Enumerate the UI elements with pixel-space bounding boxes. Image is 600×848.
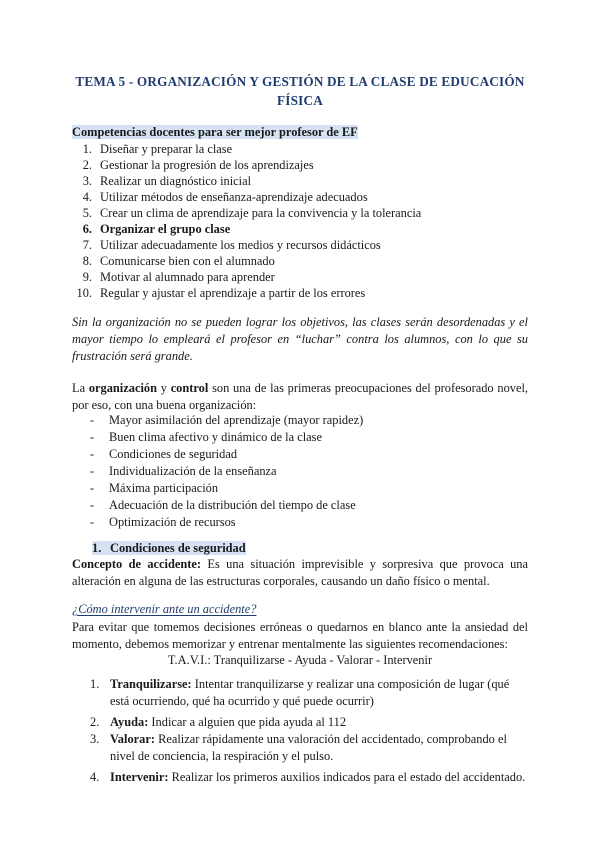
- item-text: Utilizar métodos de enseñanza-aprendizaje adecuados: [100, 190, 368, 204]
- item-text: Optimización de recursos: [109, 515, 236, 529]
- item-text: Mayor asimilación del aprendizaje (mayor rapidez): [109, 413, 364, 427]
- concept-label: Concepto de accidente:: [72, 557, 202, 571]
- title-line-2: FÍSICA: [277, 93, 323, 108]
- item-text: Buen clima afectivo y dinámico de la clase: [109, 430, 322, 444]
- step-text: Realizar rápidamente una valoración del accidentado, comprobando el nivel de conciencia, la respiración y el pulso.: [110, 732, 507, 763]
- page-title: [70, 72, 530, 110]
- item-number: 3.: [82, 174, 92, 188]
- accident-concept: [72, 556, 528, 590]
- item-number: 2.: [82, 158, 92, 172]
- item-number: 1.: [82, 142, 92, 156]
- list-item: [90, 714, 530, 731]
- section-1-heading-highlight: [92, 541, 246, 555]
- step-label: Intervenir:: [110, 770, 169, 784]
- item-text: Máxima participación: [109, 481, 219, 495]
- dash-bullet: -: [90, 430, 95, 444]
- text-run: La: [72, 381, 89, 395]
- step-number: 4.: [90, 770, 100, 784]
- italic-paragraph: Sin la organización no se pueden lograr los objetivos, las clases serán desordenadas y el mayor tiempo lo empleará el profesor en “luchar” contra los alumnos, con lo que su frustración será grande.: [72, 315, 528, 363]
- dash-bullet: -: [90, 413, 95, 427]
- tavi-steps-list: [90, 676, 530, 786]
- section-1-heading: [92, 540, 246, 557]
- avoid-paragraph: Para evitar que tomemos decisiones erróneas o quedarnos en blanco ante la ansiedad del momento, debemos memorizar y entrenar mentalmente las siguientes recomendaciones:: [72, 620, 528, 651]
- item-number: 4.: [82, 190, 92, 204]
- section-number: 1.: [92, 541, 102, 555]
- item-text: Motivar al alumnado para aprender: [100, 270, 275, 284]
- concept-text: Es una situación imprevisible y sorpresiva que provoca una alteración en alguna de las estructuras corporales, causando un daño físico o mental.: [72, 557, 528, 588]
- item-text: Utilizar adecuadamente los medios y recursos didácticos: [100, 238, 381, 252]
- item-text: Realizar un diagnóstico inicial: [100, 174, 252, 188]
- item-number: 6.: [82, 222, 92, 236]
- list-item: [90, 769, 530, 786]
- organization-paragraph: [72, 380, 528, 414]
- step-label: Ayuda:: [110, 715, 149, 729]
- competencias-heading-text: Competencias docentes para ser mejor profesor de EF: [72, 125, 358, 139]
- step-number: 2.: [90, 715, 100, 729]
- item-text: Adecuación de la distribución del tiempo de clase: [109, 498, 356, 512]
- bold-term-control: control: [170, 381, 209, 395]
- text-run: son una de las primeras preocupaciones del profesorado novel, por eso, con una buena organización:: [72, 381, 529, 412]
- step-number: 1.: [90, 677, 100, 691]
- item-text: Comunicarse bien con el alumnado: [100, 254, 275, 268]
- item-text: Organizar el grupo clase: [100, 222, 231, 236]
- step-label: Valorar:: [110, 732, 155, 746]
- item-number: 7.: [82, 238, 92, 252]
- dash-bullet: -: [90, 498, 95, 512]
- bold-term-organizacion: organización: [88, 381, 157, 395]
- item-text: Crear un clima de aprendizaje para la convivencia y la tolerancia: [100, 206, 422, 220]
- dash-bullet: -: [90, 515, 95, 529]
- step-text: Realizar los primeros auxilios indicados para el estado del accidentado.: [168, 770, 526, 784]
- list-item: [90, 676, 530, 714]
- step-text: Intentar tranquilizarse y realizar una composición de lugar (qué está ocurriendo, qué ha ocurrido y qué puede ocurrir): [110, 677, 510, 708]
- intervention-question: ¿Cómo intervenir ante un accidente?: [72, 602, 257, 616]
- title-line-1: TEMA 5 - ORGANIZACIÓN Y GESTIÓN DE LA CLASE DE EDUCACIÓN: [75, 74, 525, 89]
- item-text: Gestionar la progresión de los aprendizajes: [100, 158, 314, 172]
- item-number: 9.: [82, 270, 92, 284]
- step-number: 3.: [90, 732, 100, 746]
- tavi-summary: T.A.V.I.: Tranquilizarse - Ayuda - Valorar - Intervenir: [167, 653, 433, 667]
- dash-bullet: -: [90, 447, 95, 461]
- step-label: Tranquilizarse:: [110, 677, 192, 691]
- item-number: 10.: [76, 286, 92, 300]
- item-text: Condiciones de seguridad: [109, 447, 238, 461]
- section-title: Condiciones de seguridad: [110, 541, 246, 555]
- competencias-heading: [72, 124, 358, 141]
- dash-bullet: -: [90, 464, 95, 478]
- list-item: [90, 731, 530, 769]
- item-text: Individualización de la enseñanza: [109, 464, 277, 478]
- dash-bullet: -: [90, 481, 95, 495]
- item-number: 5.: [82, 206, 92, 220]
- item-number: 8.: [82, 254, 92, 268]
- step-text: Indicar a alguien que pida ayuda al 112: [148, 715, 347, 729]
- item-text: Regular y ajustar el aprendizaje a partir de los errores: [100, 286, 366, 300]
- item-text: Diseñar y preparar la clase: [100, 142, 233, 156]
- text-run: y: [156, 381, 171, 395]
